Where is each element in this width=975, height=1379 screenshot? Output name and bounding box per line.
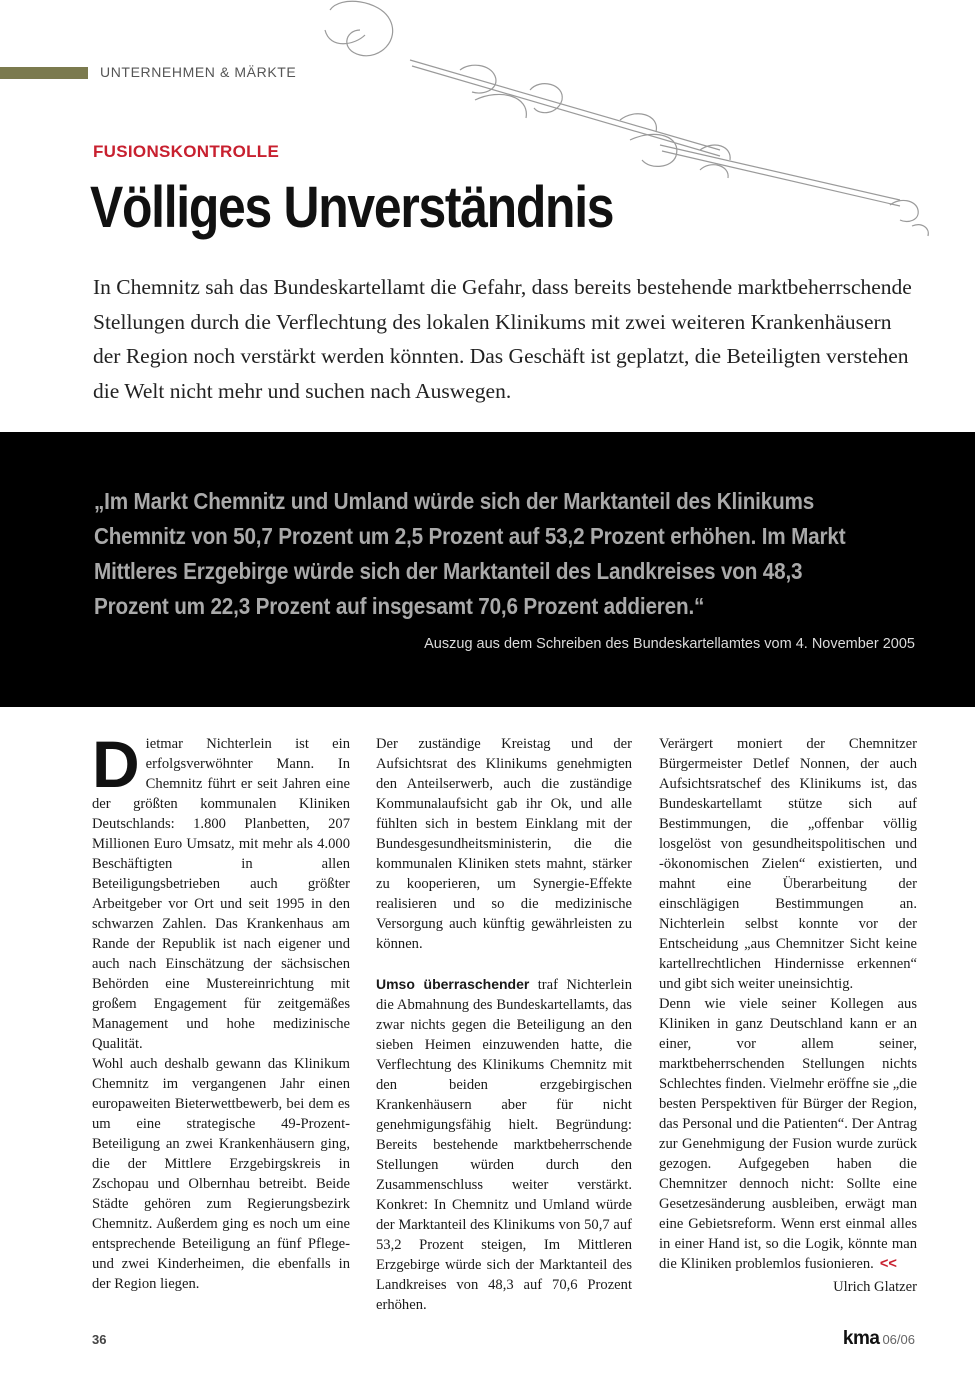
body-column-2 bbox=[376, 734, 632, 1315]
article-kicker: FUSIONSKONTROLLE bbox=[93, 142, 280, 161]
article-lead: In Chemnitz sah das Bundeskartellamt die Gefahr, dass bereits bestehende marktbeherrschende Stellungen durch die Verflechtung des lokalen Klinikums mit zwei weiteren Krankenhäusern der Region noch verstärkt werden könnten. Das Geschäft ist geplatzt, die Beteiligten verstehen die Welt nicht mehr und suchen nach Auswegen. bbox=[93, 275, 912, 403]
issue-number: 06/06 bbox=[882, 1332, 915, 1347]
run-in-heading: Umso überraschender bbox=[376, 976, 530, 992]
drop-cap: D bbox=[92, 727, 140, 801]
pull-quote-source: Auszug aus dem Schreiben des Bundeskartellamtes vom 4. November 2005 bbox=[424, 636, 915, 652]
article-title: Völliges Unverständnis bbox=[90, 175, 614, 240]
kma-logo: kma bbox=[842, 1328, 880, 1349]
paragraph bbox=[376, 974, 632, 1315]
body-column-1 bbox=[92, 727, 350, 1294]
pull-quote-text: „Im Markt Chemnitz und Umland würde sich der Marktanteil des Klinikums Chemnitz von 50,7 Prozent um 2,5 Prozent auf 53,2 Prozent erhöhen. Im Markt Mittleres Erzgebirge würde sich der Marktanteil des Landkreises von 48,3 Prozent um 22,3 Prozent auf insgesamt 70,6 Prozent addieren.“ bbox=[94, 488, 846, 619]
body-column-3 bbox=[659, 734, 917, 1297]
paragraph-text: traf Nichterlein die Abmahnung des Bundeskartellamts, das zwar nichts gegen die Beteiligung an den sieben Heimen einzuwenden hatte, die Verflechtung des Klinikums Chemnitz mit den beiden erzgebirgischen Krankenhäusern aber für nicht genehmigungsfähig hielt. Begründung: Bereits bestehende marktbeherrschende Stellungen würden durch den Zusammenschluss weiter verstärkt. Konkret: In Chemnitz und Umland würde der Marktanteil des Klinikums von 50,7 auf 53,2 Prozent steigen, Im Mittleren Erzgebirge würde sich der Marktanteil des Landkreises von 48,3 auf 70,6 Prozent erhöhen. bbox=[376, 977, 632, 1313]
page-number: 36 bbox=[92, 1332, 107, 1347]
paragraph: Verärgert moniert der Chemnitzer Bürgermeister Detlef Nonnen, der auch Aufsichtsratschef des Klinikums ist, das Bundeskartellamt stütze sich auf Bestimmungen, die „offenbar völlig losgelöst von gesundheitspolitischen und -ökonomischen Zielen“ existierten, und mahnt eine Überarbeitung der einschlägigen Bestimmungen an. Nichterlein selbst konnte vor der Entscheidung „aus Chemnitzer Sicht keine kartellrechtlichen Hindernisse erkennen“ und gibt sich weiter uneinsichtig. bbox=[659, 736, 917, 992]
end-mark-icon: << bbox=[879, 1256, 897, 1272]
section-label: UNTERNEHMEN & MÄRKTE bbox=[100, 64, 297, 80]
paragraph-text: Denn wie viele seiner Kollegen aus Kliniken in ganz Deutschland kann er an einer, vor allem seiner, marktbeherrschenden Stellungen nichts Schlechtes finden. Vielmehr eröffne sie „die besten Perspektiven für Bürger der Region, das Personal und die Patienten“. Der Antrag zur Genehmigung der Fusion wurde zurück gezogen. Aufgegeben haben die Chemnitzer dennoch nicht: Sollte eine Gesetzesänderung ausbleiben, erwägt man eine Gebietsreform. Wenn erst einmal alles in einer Hand ist, so die Logik, könnte man die Kliniken problemlos fusionieren. bbox=[659, 996, 917, 1272]
paragraph: Wohl auch deshalb gewann das Klinikum Chemnitz im vergangenen Jahr einen europaweiten Bieterwettbewerb, bei dem es um eine strategische 49-Prozent-Beteiligung an zwei Krankenhäusern ging, die der Mittlere Erzgebirgskreis in Zschopau und Olbernhau betreibt. Beide Städte gehören zum Regierungsbezirk Chemnitz. Außerdem ging es noch um eine entsprechende Beteiligung an fünf Pflege- und zwei Kinderheimen, die ebenfalls in der Region liegen. bbox=[92, 1056, 350, 1292]
paragraph bbox=[92, 727, 350, 1054]
section-color-bar bbox=[0, 67, 88, 79]
footer-brand bbox=[843, 1328, 915, 1350]
author-byline: Ulrich Glatzer bbox=[833, 1279, 917, 1295]
paragraph-text: ietmar Nichterlein ist ein erfolgsverwöhnter Mann. In Chemnitz führt er seit Jahren eine der größten kommunalen Kliniken Deutschlands: 1.800 Planbetten, 207 Millionen Euro Umsatz, mit mehr als 4.000 Beschäftigten in allen Beteiligungsbetrieben auch größter Arbeitgeber vor Ort und seit 1995 in den schwarzen Zahlen. Das Krankenhaus am Rande der Republik ist nach eigener und auch nach Einschätzung der sächsischen Behörden eine Mustereinrichtung mit großem Engagement für zeitgemäßes Management und hohe medizinische Qualität. bbox=[92, 736, 350, 1052]
paragraph: Der zuständige Kreistag und der Aufsichtsrat des Klinikums genehmigten den Anteilserwerb, auch die zuständige Kommunalaufsicht gab ihr Ok, und alle fühlten sich in bestem Einklang mit der Bundesgesundheitsministerin, die die kommunalen Kliniken stets mahnt, stärker zu kooperieren, um Synergie-Effekte realisieren und so die medizinische Versorgung auch künftig gewährleisten zu können. bbox=[376, 736, 632, 952]
paragraph bbox=[659, 994, 917, 1274]
